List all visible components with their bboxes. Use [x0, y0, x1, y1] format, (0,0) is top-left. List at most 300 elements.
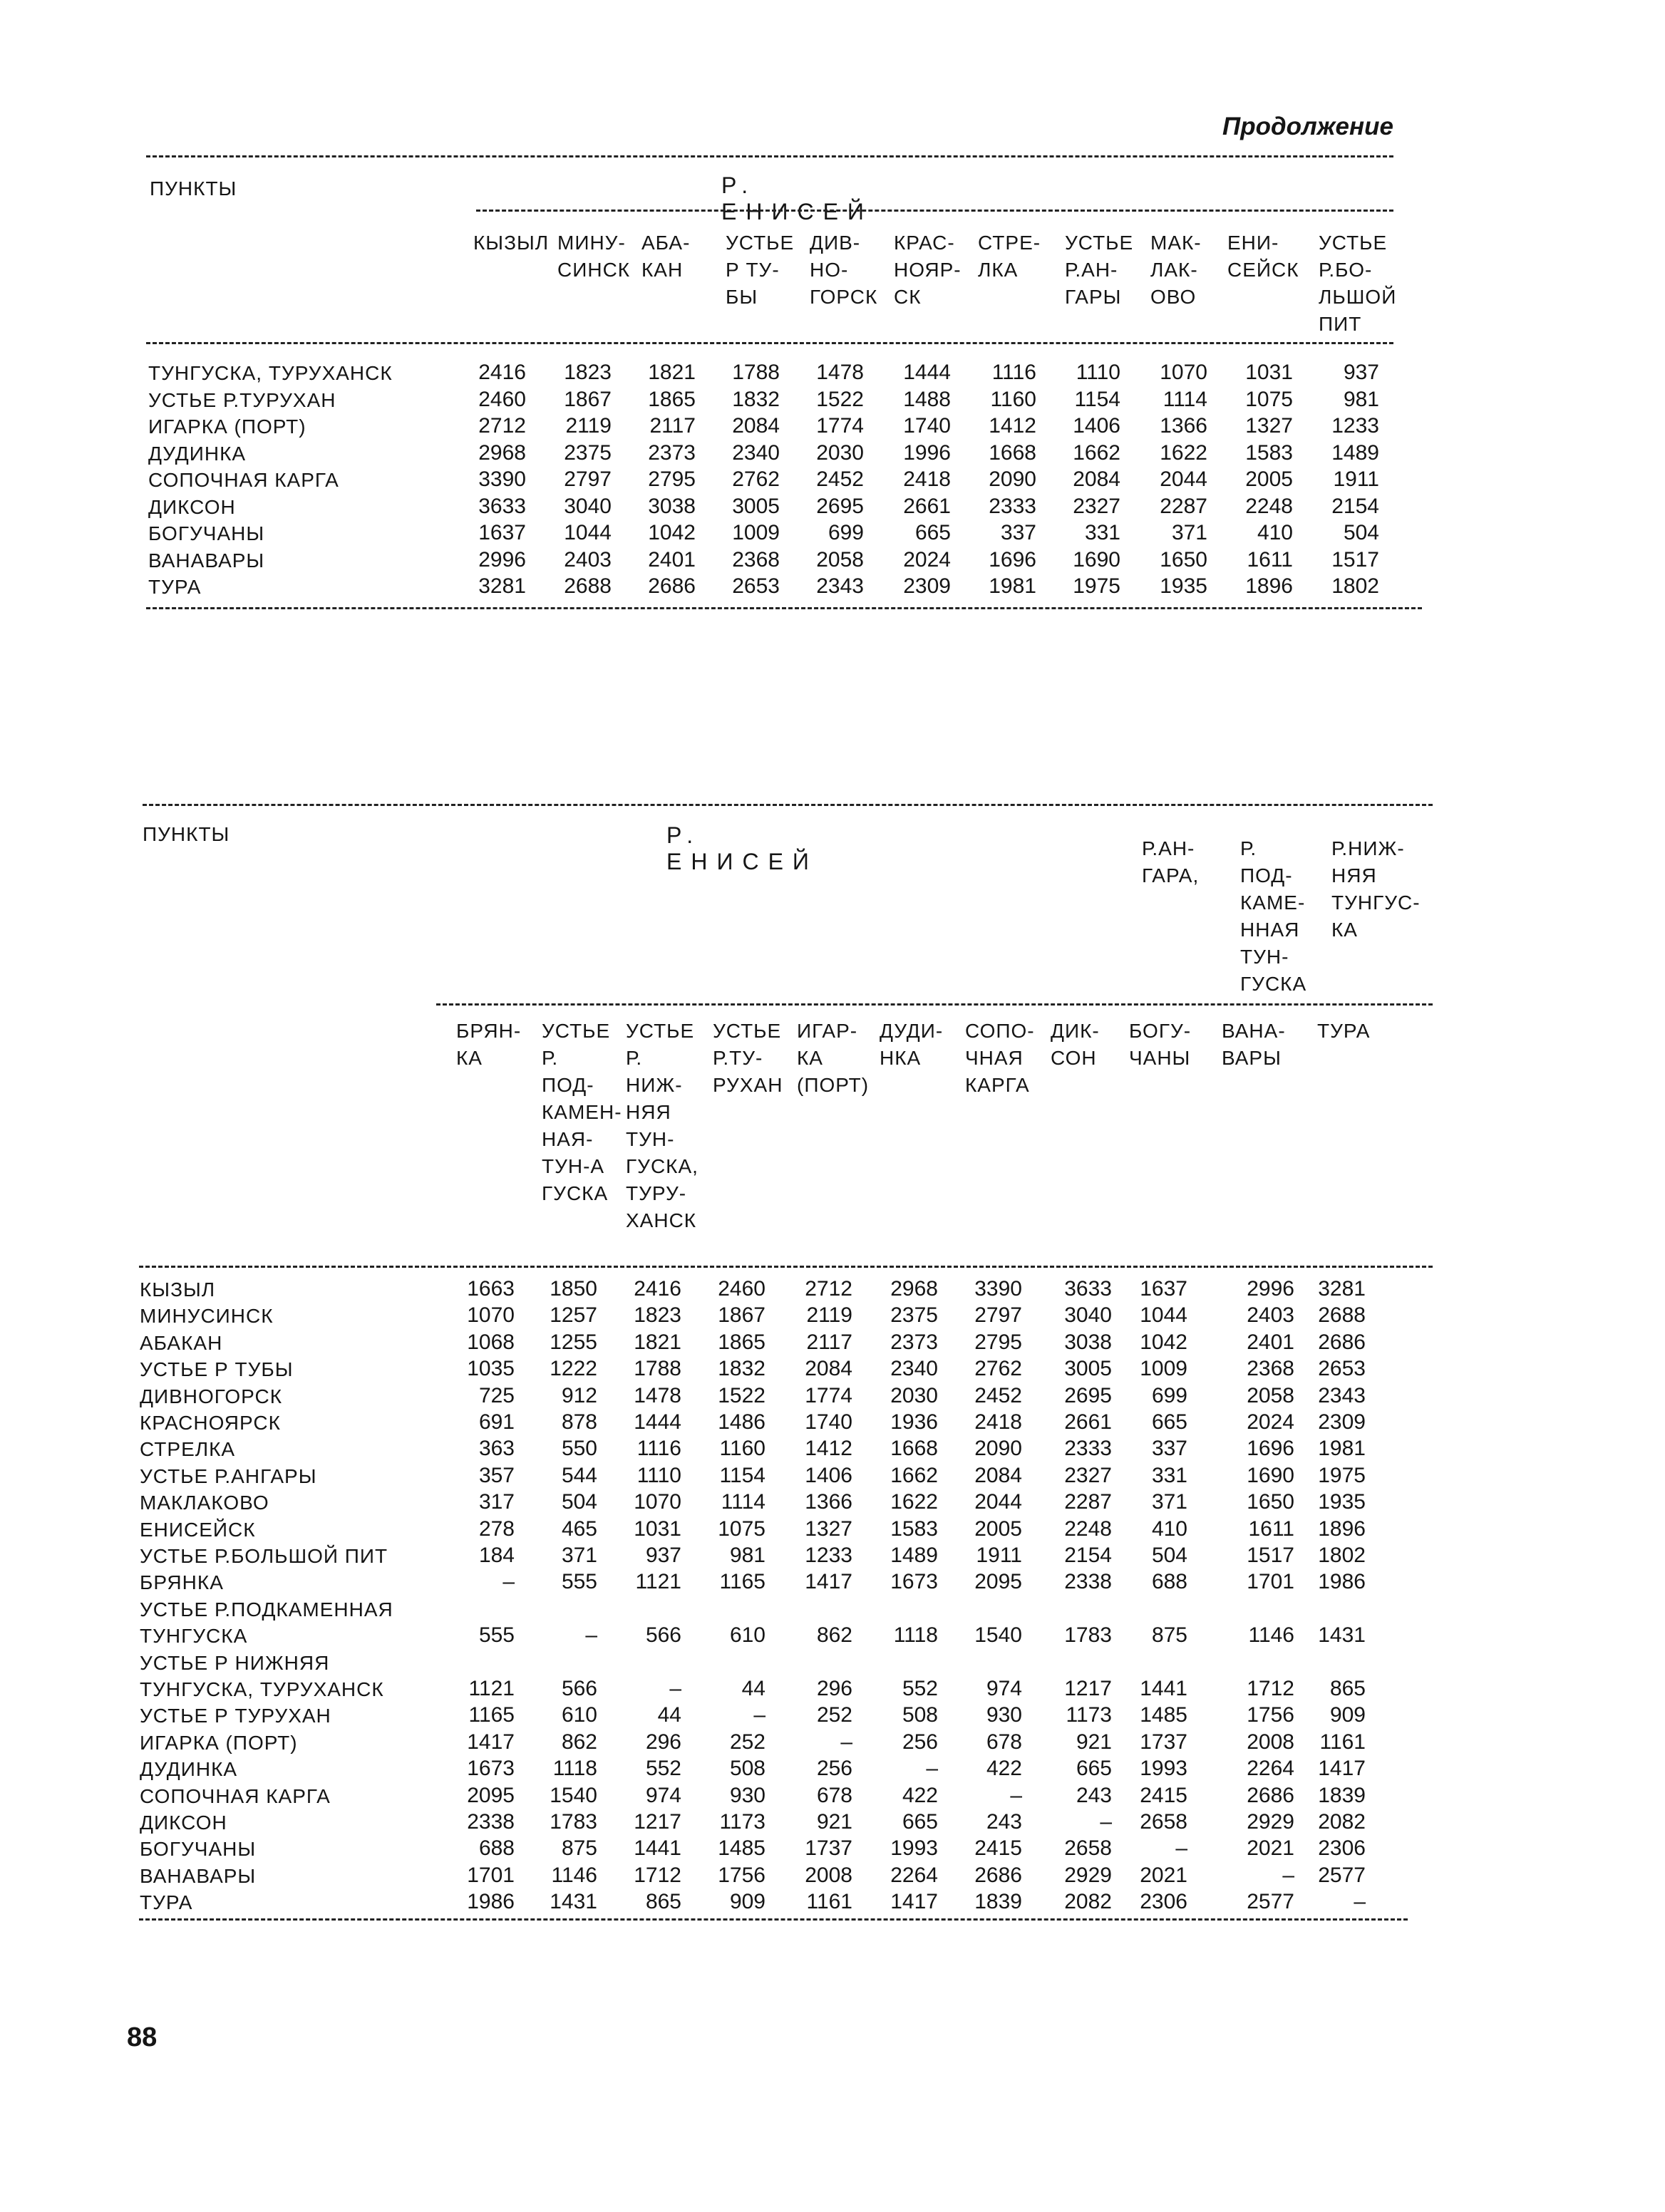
- table-cell: 865: [1329, 1677, 1366, 1700]
- row-label: ТУНГУСКА, ТУРУХАНСК: [148, 362, 393, 384]
- table-cell: 2375: [564, 440, 612, 465]
- table-cell: 1441: [1140, 1677, 1187, 1700]
- column-header: ТУРА: [1317, 1020, 1371, 1042]
- table-cell: 2090: [974, 1437, 1022, 1461]
- table-cell: –: [1354, 1890, 1366, 1914]
- column-header: АБА- КАН: [641, 232, 691, 281]
- table-cell: 3005: [732, 494, 780, 518]
- table-cell: 1489: [1331, 440, 1379, 465]
- table-cell: 1865: [718, 1330, 766, 1354]
- table-cell: 2577: [1318, 1863, 1366, 1887]
- table-cell: 1637: [1140, 1277, 1187, 1301]
- table-cell: –: [669, 1677, 681, 1700]
- row-label: ДИКСОН: [148, 495, 236, 518]
- table-cell: 878: [561, 1410, 597, 1434]
- rule-top: [143, 804, 1433, 806]
- table-cell: 2021: [1140, 1863, 1187, 1887]
- column-header: ДИВ- НО- ГОРСК: [810, 232, 878, 308]
- table-cell: 1712: [1247, 1677, 1294, 1700]
- table-cell: 1622: [1160, 440, 1207, 465]
- table-cell: 1756: [718, 1863, 766, 1887]
- row-label: КЫЗЫЛ: [140, 1278, 216, 1301]
- table-cell: 1986: [467, 1890, 515, 1914]
- column-header: КРАС- НОЯР- СК: [894, 232, 962, 308]
- table-cell: 1044: [1140, 1303, 1187, 1328]
- table-cell: 3040: [564, 494, 612, 518]
- table-cell: 1486: [718, 1410, 766, 1434]
- table-cell: 2712: [478, 414, 526, 438]
- table-cell: –: [585, 1623, 597, 1648]
- table-cell: 566: [645, 1623, 681, 1648]
- table-cell: 184: [478, 1544, 515, 1567]
- table-cell: 1690: [1073, 547, 1120, 572]
- table-cell: 552: [645, 1757, 681, 1781]
- table-cell: 1935: [1160, 574, 1207, 598]
- table-cell: 1673: [890, 1570, 938, 1594]
- table-cell: 3038: [648, 494, 696, 518]
- group-header-nizhnyaya: Р.НИЖ- НЯЯ ТУНГУС- КА: [1331, 837, 1421, 941]
- table-cell: 2327: [1064, 1463, 1112, 1487]
- rule-under-headers: [146, 342, 1393, 344]
- table-cell: 1832: [732, 387, 780, 411]
- table-cell: 2658: [1064, 1836, 1112, 1861]
- table-cell: 1075: [1245, 387, 1293, 411]
- table-cell: 2658: [1140, 1810, 1187, 1834]
- table-cell: 2452: [816, 467, 864, 491]
- table-cell: 2154: [1064, 1544, 1112, 1567]
- table-cell: 875: [561, 1836, 597, 1861]
- table-cell: 1417: [890, 1890, 938, 1914]
- table-cell: 555: [478, 1623, 515, 1648]
- column-header: МИНУ- СИНСК: [557, 232, 631, 281]
- table-cell: 1154: [719, 1463, 766, 1487]
- row-label: УСТЬЕ Р.ТУРУХАН: [148, 388, 336, 411]
- table-cell: 1366: [1160, 414, 1207, 438]
- column-header: УСТЬЕ Р.АН- ГАРЫ: [1065, 232, 1134, 308]
- table-cell: 1737: [805, 1836, 852, 1861]
- table-cell: 937: [1343, 361, 1379, 384]
- table-cell: 2460: [718, 1277, 766, 1301]
- table-cell: 1417: [1318, 1757, 1366, 1781]
- row-label: СОПОЧНАЯ КАРГА: [140, 1784, 331, 1807]
- table-cell: 1756: [1247, 1703, 1294, 1727]
- table-cell: 1650: [1247, 1490, 1294, 1514]
- table-cell: 2119: [806, 1303, 852, 1328]
- row-label: БОГУЧАНЫ: [148, 522, 265, 544]
- table-cell: 1327: [1245, 414, 1293, 438]
- table-cell: –: [1010, 1783, 1022, 1807]
- table-cell: 1583: [890, 1516, 938, 1541]
- table-cell: 2030: [816, 440, 864, 465]
- table-cell: 2373: [890, 1330, 938, 1354]
- table-cell: 1911: [976, 1544, 1022, 1567]
- table-cell: 1110: [636, 1463, 681, 1487]
- table-cell: 2343: [1318, 1383, 1366, 1407]
- table-cell: 2117: [806, 1330, 852, 1354]
- table-cell: 1118: [893, 1623, 938, 1648]
- table-cell: 2005: [974, 1516, 1022, 1541]
- table-cell: 1701: [467, 1863, 515, 1887]
- table-cell: 909: [729, 1890, 766, 1914]
- table-cell: 2306: [1140, 1890, 1187, 1914]
- table-cell: 2082: [1318, 1810, 1366, 1834]
- table-cell: 1154: [1074, 387, 1120, 411]
- table-cell: 3005: [1064, 1357, 1112, 1381]
- row-label: ЕНИСЕЙСК: [140, 1518, 256, 1541]
- row-label: УСТЬЕ Р.АНГАРЫ: [140, 1464, 317, 1487]
- table-cell: 921: [816, 1810, 852, 1834]
- table-cell: –: [1100, 1810, 1112, 1834]
- table-cell: 1996: [903, 440, 951, 465]
- row-label: ДУДИНКА: [140, 1758, 238, 1781]
- table-cell: 1488: [903, 387, 951, 411]
- table-cell: 317: [478, 1490, 515, 1514]
- table-cell: 410: [1151, 1516, 1187, 1541]
- table-cell: 2264: [1247, 1757, 1294, 1781]
- table-cell: 256: [816, 1757, 852, 1781]
- row-label: ИГАРКА (ПОРТ): [140, 1731, 298, 1754]
- table-cell: 2996: [478, 547, 526, 572]
- table-cell: 1031: [1245, 361, 1293, 384]
- table-cell: 865: [645, 1890, 681, 1914]
- table-cell: 678: [986, 1730, 1022, 1754]
- table-cell: 1070: [1160, 361, 1207, 384]
- table-cell: 1116: [991, 361, 1036, 384]
- table-cell: 1366: [805, 1490, 852, 1514]
- group-header-podkamennaya: Р. ПОД- КАМЕ- ННАЯ ТУН- ГУСКА: [1240, 837, 1307, 995]
- table-cell: 1896: [1245, 574, 1293, 598]
- rule-bottom: [146, 607, 1422, 609]
- table-cell: 1412: [805, 1437, 852, 1461]
- table-cell: 981: [729, 1544, 766, 1567]
- table-cell: 337: [1151, 1437, 1187, 1461]
- table-cell: 2338: [467, 1810, 515, 1834]
- table-cell: –: [502, 1570, 515, 1594]
- table-cell: 1160: [990, 387, 1036, 411]
- table-cell: 243: [1076, 1783, 1112, 1807]
- table-cell: 1114: [721, 1490, 766, 1514]
- table-cell: 2688: [564, 574, 612, 598]
- stub-header: ПУНКТЫ: [150, 177, 237, 200]
- table-cell: 2090: [989, 467, 1036, 491]
- table-cell: 1406: [805, 1463, 852, 1487]
- table-cell: 1222: [550, 1357, 597, 1381]
- table-cell: 2343: [816, 574, 864, 598]
- table-cell: 3040: [1064, 1303, 1112, 1328]
- table-cell: 1993: [890, 1836, 938, 1861]
- table-cell: 2653: [732, 574, 780, 598]
- table-cell: 1489: [890, 1544, 938, 1567]
- table-cell: –: [1282, 1863, 1294, 1887]
- column-header: УСТЬЕ Р. НИЖ- НЯЯ ТУН- ГУСКА, ТУРУ- ХАНСК: [626, 1020, 699, 1231]
- column-header: УСТЬЕ Р.БО- ЛЬШОЙ ПИТ: [1319, 232, 1397, 335]
- table-cell: 2008: [1247, 1730, 1294, 1754]
- table-cell: 1121: [635, 1570, 681, 1594]
- row-label: АБАКАН: [140, 1331, 223, 1354]
- row-label: БОГУЧАНЫ: [140, 1838, 257, 1861]
- table-cell: 2095: [974, 1570, 1022, 1594]
- table-cell: –: [1175, 1836, 1187, 1861]
- table-cell: 1981: [989, 574, 1036, 598]
- row-label: ДУДИНКА: [148, 442, 247, 465]
- column-header: ДИК- СОН: [1051, 1020, 1100, 1069]
- table-cell: 1783: [550, 1810, 597, 1834]
- table-cell: 1522: [816, 387, 864, 411]
- table-cell: 2653: [1318, 1357, 1366, 1381]
- table-cell: 1740: [903, 414, 951, 438]
- table-cell: 1637: [478, 521, 526, 544]
- table-cell: 256: [902, 1730, 938, 1754]
- table-cell: 2008: [805, 1863, 852, 1887]
- table-cell: 1662: [890, 1463, 938, 1487]
- table-cell: 1173: [1066, 1703, 1112, 1727]
- table-cell: 331: [1151, 1463, 1187, 1487]
- table-cell: 1441: [634, 1836, 681, 1861]
- table-cell: 1009: [732, 521, 780, 544]
- table-cell: 2021: [1247, 1836, 1294, 1861]
- table-cell: 1146: [551, 1863, 597, 1887]
- table-cell: 1161: [806, 1890, 852, 1914]
- table-cell: 2333: [1064, 1437, 1112, 1461]
- table-cell: 2452: [974, 1383, 1022, 1407]
- row-label: ТУРА: [140, 1891, 193, 1914]
- table-cell: 1673: [467, 1757, 515, 1781]
- table-cell: 1911: [1333, 467, 1379, 491]
- table-cell: 2795: [974, 1330, 1022, 1354]
- table-cell: 1478: [634, 1383, 681, 1407]
- row-label: ДИКСОН: [140, 1812, 227, 1834]
- table-cell: 1896: [1318, 1516, 1366, 1541]
- table-cell: 252: [816, 1703, 852, 1727]
- column-header: БОГУ- ЧАНЫ: [1129, 1020, 1192, 1069]
- row-label: ТУНГУСКА, ТУРУХАНСК: [140, 1678, 384, 1700]
- table-cell: 410: [1257, 521, 1293, 544]
- table-cell: 2695: [816, 494, 864, 518]
- table-cell: 1975: [1073, 574, 1120, 598]
- table-cell: 2929: [1064, 1863, 1112, 1887]
- table-cell: 1160: [719, 1437, 766, 1461]
- table-cell: 1417: [467, 1730, 515, 1754]
- table-cell: 2058: [1247, 1383, 1294, 1407]
- table-cell: 1068: [467, 1330, 515, 1354]
- column-header: ДУДИ- НКА: [880, 1020, 944, 1069]
- table-cell: 1839: [1318, 1783, 1366, 1807]
- table-cell: 2686: [1247, 1783, 1294, 1807]
- table-cell: 296: [816, 1677, 852, 1700]
- table-cell: 699: [828, 521, 864, 544]
- column-header: ИГАР- КА (ПОРТ): [797, 1020, 870, 1096]
- table-cell: 2338: [1064, 1570, 1112, 1594]
- table-cell: 1737: [1140, 1730, 1187, 1754]
- table-cell: 552: [902, 1677, 938, 1700]
- table-cell: 2044: [1160, 467, 1207, 491]
- table-cell: 1070: [467, 1303, 515, 1328]
- row-label: ВАНАВАРЫ: [148, 549, 265, 572]
- table-cell: 2401: [1247, 1330, 1294, 1354]
- row-label: КРАСНОЯРСК: [140, 1412, 281, 1434]
- table-cell: 1406: [1073, 414, 1120, 438]
- table-cell: 1009: [1140, 1357, 1187, 1381]
- table-cell: 2287: [1160, 494, 1207, 518]
- table-cell: 1611: [1248, 1516, 1294, 1541]
- table-cell: 974: [986, 1677, 1022, 1700]
- table-cell: 1444: [634, 1410, 681, 1434]
- table-cell: 2688: [1318, 1303, 1366, 1328]
- table-cell: 1650: [1160, 547, 1207, 572]
- table-cell: 1165: [719, 1570, 766, 1594]
- rule-top: [146, 155, 1393, 157]
- table-cell: 2375: [890, 1303, 938, 1328]
- table-cell: 1936: [890, 1410, 938, 1434]
- table-cell: 912: [561, 1383, 597, 1407]
- table-cell: 243: [986, 1810, 1022, 1834]
- table-cell: 2686: [648, 574, 696, 598]
- table-cell: 2119: [565, 414, 612, 438]
- table-cell: 2368: [732, 547, 780, 572]
- table-cell: 2577: [1247, 1890, 1294, 1914]
- table-cell: 2695: [1064, 1383, 1112, 1407]
- table-cell: 2416: [478, 361, 526, 384]
- column-header: СТРЕ- ЛКА: [978, 232, 1041, 281]
- table-cell: 1821: [648, 361, 696, 384]
- table-cell: 2460: [478, 387, 526, 411]
- column-header: ВАНА- ВАРЫ: [1222, 1020, 1286, 1069]
- table-cell: 1165: [468, 1703, 515, 1727]
- row-label: ТУНГУСКА: [140, 1625, 248, 1648]
- table-cell: 610: [729, 1623, 766, 1648]
- table-cell: 1116: [636, 1437, 681, 1461]
- table-cell: 1478: [816, 361, 864, 384]
- column-header: УСТЬЕ Р ТУ- БЫ: [726, 232, 795, 308]
- rule-under-headers: [139, 1266, 1433, 1268]
- column-header: СОПО- ЧНАЯ КАРГА: [965, 1020, 1035, 1096]
- table-cell: 422: [986, 1757, 1022, 1781]
- table-cell: 1611: [1247, 547, 1293, 572]
- table-cell: 2327: [1073, 494, 1120, 518]
- table-cell: 3390: [478, 467, 526, 491]
- table-cell: 1935: [1318, 1490, 1366, 1514]
- table-cell: 1075: [718, 1516, 766, 1541]
- table-cell: 44: [657, 1703, 681, 1727]
- table-cell: 504: [561, 1490, 597, 1514]
- table-cell: 1774: [816, 414, 864, 438]
- table-cell: 2024: [1247, 1410, 1294, 1434]
- table-cell: 1255: [550, 1330, 597, 1354]
- table-cell: 1110: [1076, 361, 1120, 384]
- table-cell: 1233: [1331, 414, 1379, 438]
- table-cell: 1668: [890, 1437, 938, 1461]
- table-cell: 2248: [1064, 1516, 1112, 1541]
- table-cell: 1774: [805, 1383, 852, 1407]
- table-cell: 1070: [634, 1490, 681, 1514]
- table-cell: 371: [1151, 1490, 1187, 1514]
- table-cell: 1042: [648, 521, 696, 544]
- table-cell: 1031: [634, 1516, 681, 1541]
- table-cell: 1850: [550, 1277, 597, 1301]
- table-cell: 2762: [732, 467, 780, 491]
- row-label: СОПОЧНАЯ КАРГА: [148, 469, 339, 491]
- table-cell: 2661: [903, 494, 951, 518]
- table-cell: 1517: [1247, 1544, 1294, 1567]
- rule-under-river: [476, 210, 1393, 212]
- table-cell: 544: [561, 1463, 597, 1487]
- table-cell: 1485: [1140, 1703, 1187, 1727]
- row-label: МИНУСИНСК: [140, 1305, 274, 1328]
- table-cell: 371: [1171, 521, 1207, 544]
- table-cell: 2373: [648, 440, 696, 465]
- table-cell: 1690: [1247, 1463, 1294, 1487]
- table-cell: 1583: [1245, 440, 1293, 465]
- table-cell: 1522: [718, 1383, 766, 1407]
- table-cell: 2095: [467, 1783, 515, 1807]
- table-cell: 930: [729, 1783, 766, 1807]
- table-cell: 555: [561, 1570, 597, 1594]
- table-cell: 1802: [1331, 574, 1379, 598]
- table-cell: 665: [902, 1810, 938, 1834]
- row-label: УСТЬЕ Р ТУБЫ: [140, 1358, 294, 1381]
- table-cell: 2005: [1245, 467, 1293, 491]
- table-cell: 2403: [564, 547, 612, 572]
- table-cell: 691: [478, 1410, 515, 1434]
- table-cell: 3633: [1064, 1277, 1112, 1301]
- table-cell: 357: [478, 1463, 515, 1487]
- table-cell: 337: [1000, 521, 1036, 544]
- table-cell: 2287: [1064, 1490, 1112, 1514]
- table-cell: 550: [561, 1437, 597, 1461]
- table-cell: 296: [645, 1730, 681, 1754]
- table-cell: 2929: [1247, 1810, 1294, 1834]
- table-cell: 363: [478, 1437, 515, 1461]
- table-cell: 2415: [1140, 1783, 1187, 1807]
- table-cell: 1823: [564, 361, 612, 384]
- table-cell: 2797: [564, 467, 612, 491]
- row-label: ТУРА: [148, 576, 202, 598]
- table-cell: 2309: [1318, 1410, 1366, 1434]
- column-header: УСТЬЕ Р.ТУ- РУХАН: [713, 1020, 783, 1096]
- table-cell: 610: [561, 1703, 597, 1727]
- table-cell: 725: [478, 1383, 515, 1407]
- table-cell: 44: [741, 1677, 766, 1700]
- row-label: МАКЛАКОВО: [140, 1492, 269, 1514]
- table-cell: 2154: [1331, 494, 1379, 518]
- table-cell: 699: [1151, 1383, 1187, 1407]
- table-cell: 2661: [1064, 1410, 1112, 1434]
- table-cell: 371: [561, 1544, 597, 1567]
- table-cell: 1788: [732, 361, 780, 384]
- table-cell: 1217: [634, 1810, 681, 1834]
- table-cell: 2686: [1318, 1330, 1366, 1354]
- table-cell: 1701: [1247, 1570, 1294, 1594]
- table-cell: 862: [561, 1730, 597, 1754]
- table-cell: 1327: [805, 1516, 852, 1541]
- table-cell: 2996: [1247, 1277, 1294, 1301]
- table-cell: 422: [902, 1783, 938, 1807]
- table-cell: 1867: [718, 1303, 766, 1328]
- column-header: УСТЬЕ Р. ПОД- КАМЕН- НАЯ- ТУН-А ГУСКА: [542, 1020, 622, 1204]
- table-cell: 1865: [648, 387, 696, 411]
- table-cell: –: [753, 1703, 766, 1727]
- table-cell: 1444: [903, 361, 951, 384]
- column-header: МАК- ЛАК- ОВО: [1150, 232, 1202, 308]
- table-cell: 1783: [1064, 1623, 1112, 1648]
- table-cell: 2058: [816, 547, 864, 572]
- table-cell: 2762: [974, 1357, 1022, 1381]
- table-cell: 937: [645, 1544, 681, 1567]
- table-cell: 1118: [552, 1757, 597, 1781]
- table-cell: 2340: [732, 440, 780, 465]
- table-cell: 1485: [718, 1836, 766, 1861]
- table-cell: 2968: [478, 440, 526, 465]
